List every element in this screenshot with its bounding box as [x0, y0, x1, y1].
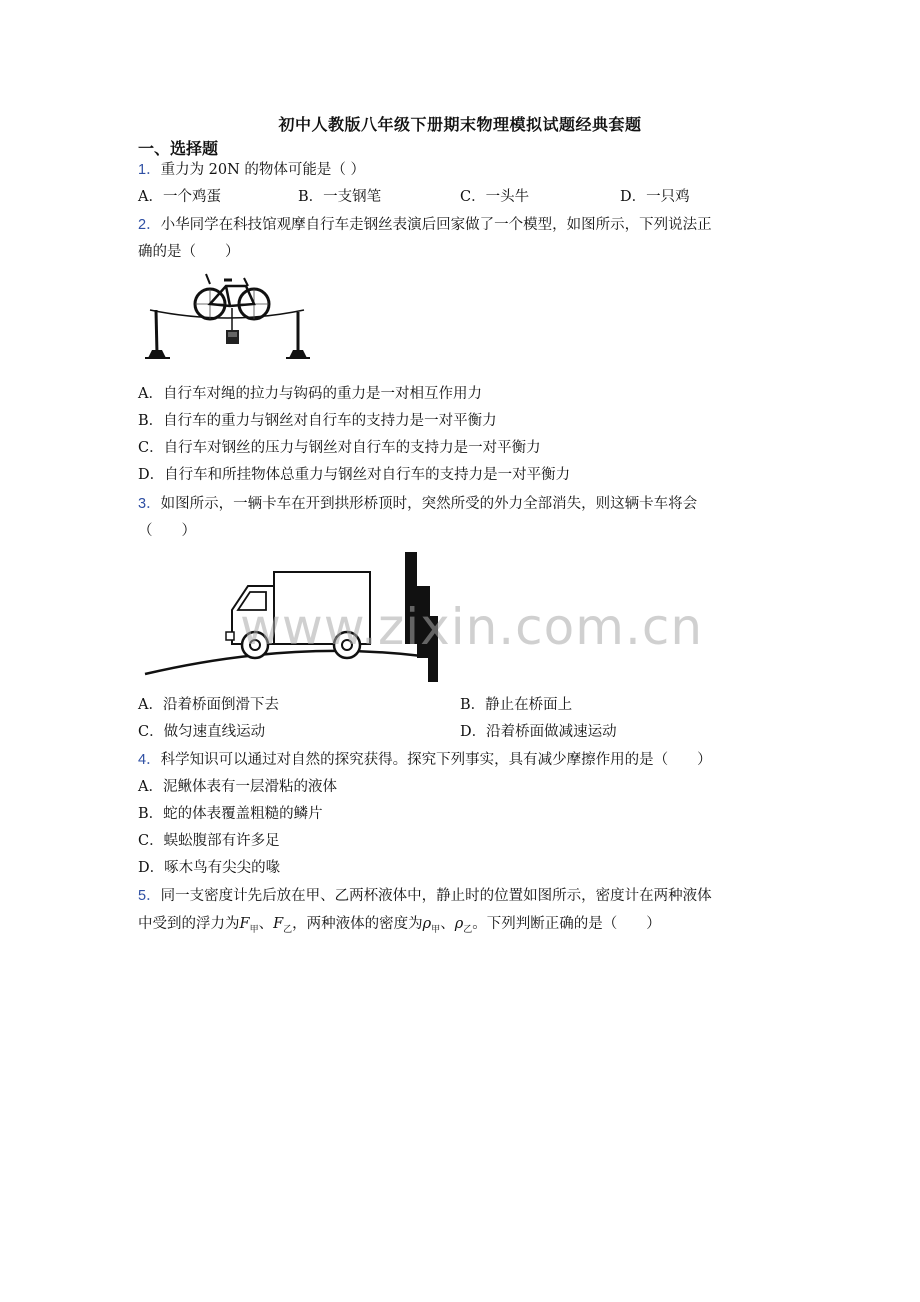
option-d: D．啄木鸟有尖尖的喙 — [138, 860, 281, 876]
option-a: A．泥鳅体表有一层滑粘的液体 — [138, 779, 337, 795]
option-b: B．自行车的重力与钢丝对自行车的支持力是一对平衡力 — [138, 413, 497, 429]
question-text-line-1: 小华同学在科技馆观摩自行车走钢丝表演后回家做了一个模型，如图所示，下列说法正 — [160, 217, 712, 233]
subscript-yi: 乙 — [283, 924, 293, 935]
question-text-line-1: 同一支密度计先后放在甲、乙两杯液体中，静止时的位置如图所示，密度计在两种液体 — [160, 888, 712, 904]
option-d: D．自行车和所挂物体总重力与钢丝对自行车的支持力是一对平衡力 — [138, 467, 571, 483]
question-text: 重力为 20N 的物体可能是（ ） — [160, 162, 366, 178]
question-2 — [138, 215, 712, 235]
watermark: www.zixin.com.cn — [240, 598, 704, 656]
option-c: C．一头牛 — [460, 189, 530, 205]
question-1 — [138, 160, 365, 180]
separator: 、 — [440, 916, 455, 932]
question-number: 4． — [138, 752, 161, 768]
subscript-yi: 乙 — [463, 924, 473, 935]
question-text-line-2: 确的是（ ） — [138, 244, 240, 260]
text-segment: 。下列判断正确的是（ ） — [472, 916, 661, 932]
question-number: 2． — [138, 217, 161, 233]
question-text-line-1: 如图所示，一辆卡车在开到拱形桥顶时，突然所受的外力全部消失，则这辆卡车将会 — [160, 496, 698, 512]
question-text-line-2: （ ） — [138, 523, 196, 539]
question-number: 1． — [138, 162, 161, 178]
text-segment: 中受到的浮力为 — [138, 916, 240, 932]
option-a: A．一个鸡蛋 — [138, 189, 221, 205]
question-3 — [138, 494, 697, 514]
option-b: B．蛇的体表覆盖粗糙的鳞片 — [138, 806, 323, 822]
force-symbol: F — [239, 916, 250, 932]
option-d: D．一只鸡 — [620, 189, 690, 205]
density-symbol: ρ — [422, 916, 432, 932]
document-title: 初中人教版八年级下册期末物理模拟试题经典套题 — [278, 115, 642, 134]
option-b: B．一支钢笔 — [298, 189, 382, 205]
question-5 — [138, 886, 712, 906]
option-a: A．沿着桥面倒滑下去 — [138, 697, 279, 713]
option-d: D．沿着桥面做减速运动 — [460, 724, 617, 740]
question-text: 科学知识可以通过对自然的探究获得。探究下列事实，具有减少摩擦作用的是（ ） — [160, 752, 712, 768]
question-4 — [138, 750, 712, 770]
question-text-line-2 — [138, 914, 661, 940]
question-number: 5． — [138, 888, 161, 904]
force-symbol: F — [273, 916, 284, 932]
option-c: C．做匀速直线运动 — [138, 724, 266, 740]
subscript-jia: 甲 — [431, 924, 441, 935]
question-number: 3． — [138, 496, 161, 512]
option-c: C．自行车对钢丝的压力与钢丝对自行车的支持力是一对平衡力 — [138, 440, 541, 456]
option-b: B．静止在桥面上 — [460, 697, 573, 713]
option-a: A．自行车对绳的拉力与钩码的重力是一对相互作用力 — [138, 386, 482, 402]
section-heading: 一、选择题 — [138, 139, 219, 158]
subscript-jia: 甲 — [249, 924, 259, 935]
density-symbol: ρ — [454, 916, 464, 932]
option-c: C．蜈蚣腹部有许多足 — [138, 833, 280, 849]
separator: 、 — [258, 916, 274, 932]
text-segment: ，两种液体的密度为 — [292, 916, 423, 932]
bicycle-tightrope-figure — [138, 268, 318, 368]
